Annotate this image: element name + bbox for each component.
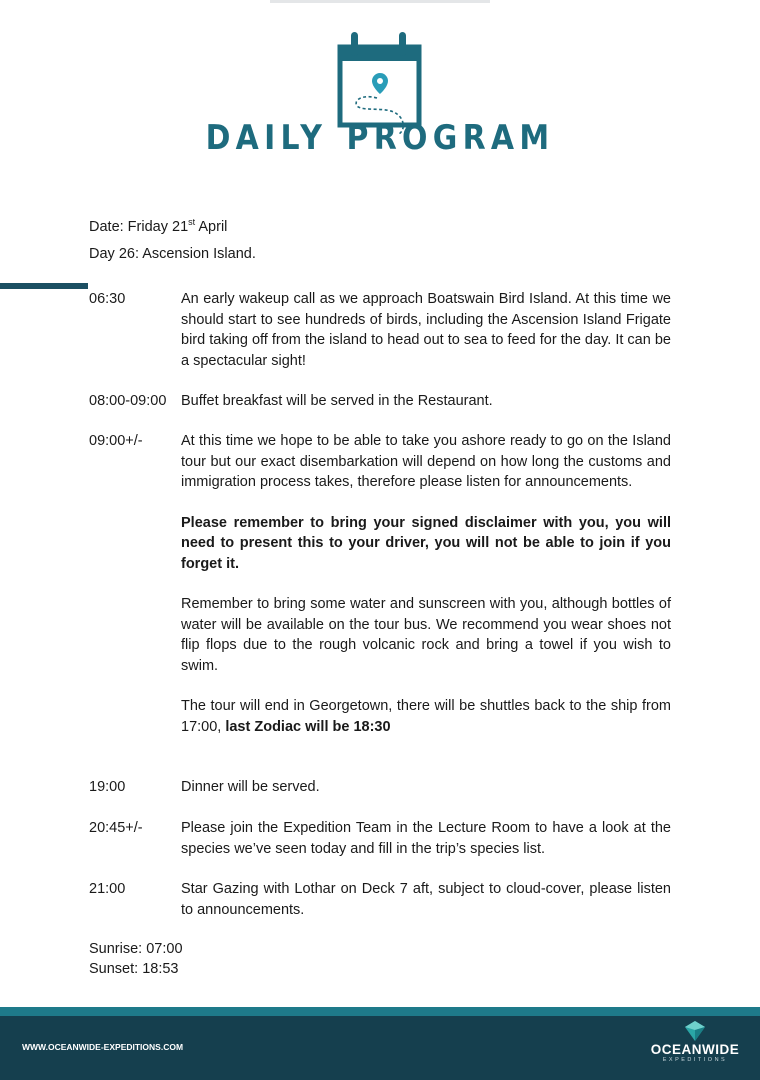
- section-accent-bar: [0, 283, 88, 289]
- entry-time: 19:00: [89, 779, 126, 795]
- oceanwide-logo: [644, 1020, 746, 1063]
- entry-paragraph: Remember to bring some water and sunscreen with you, although bottles of water will be available on the tour bus. We recommend you wear shoes not flip flops due to the rough volcanic rock and bring a towel if you wish to swim.: [181, 596, 671, 674]
- entry-description: Please join the Expedition Team in the Lecture Room to have a look at the species we’ve seen today and fill in the trip’s species list.: [181, 820, 671, 857]
- sunrise-time: Sunrise: 07:00: [89, 941, 183, 957]
- last-zodiac-notice: last Zodiac will be 18:30: [225, 718, 391, 735]
- entry-time: 20:45+/-: [89, 820, 143, 836]
- schedule-entry: [89, 818, 671, 859]
- entry-paragraph: The tour will end in Georgetown, there will be shuttles back to the ship from 17:00, last Zodiac will be 18:30: [181, 698, 671, 735]
- entry-time: 06:30: [89, 291, 126, 307]
- schedule-entry: [89, 289, 671, 371]
- top-tab-decoration: [270, 0, 490, 3]
- schedule-entry: [89, 879, 671, 920]
- entry-description: Star Gazing with Lothar on Deck 7 aft, subject to cloud-cover, please listen to announcements.: [181, 881, 671, 918]
- sunset-time: Sunset: 18:53: [89, 961, 179, 977]
- oceanwide-diamond-logo: [682, 1020, 708, 1042]
- entry-description: [181, 431, 671, 737]
- brand-subtitle: EXPEDITIONS: [662, 1057, 728, 1063]
- entry-time: 09:00+/-: [89, 433, 143, 449]
- entry-time: 21:00: [89, 881, 126, 897]
- entry-description: An early wakeup call as we approach Boatswain Bird Island. At this time we should start to see hundreds of birds, including the Ascension Island Frigate bird taking off from the island to head out to sea to feed for the day. It can be a spectacular sight!: [181, 291, 671, 369]
- page-title: DAILY PROGRAM: [205, 118, 555, 158]
- entry-description: Dinner will be served.: [181, 779, 320, 795]
- schedule-entry: [89, 777, 671, 798]
- date-line: Date: Friday 21st April: [89, 217, 228, 235]
- footer: [0, 1016, 760, 1080]
- schedule-entry: [89, 431, 671, 737]
- footer-stripe: [0, 1007, 760, 1016]
- entry-description: Buffet breakfast will be served in the Restaurant.: [181, 393, 493, 409]
- brand-name: OCEANWIDE: [650, 1042, 740, 1057]
- website-link[interactable]: WWW.OCEANWIDE-EXPEDITIONS.COM: [22, 1042, 184, 1052]
- disclaimer-notice: Please remember to bring your signed disclaimer with you, you will need to present this to your driver, you will not be able to join if you forget it.: [181, 514, 671, 572]
- day-line: Day 26: Ascension Island.: [89, 246, 256, 262]
- entry-time: 08:00-09:00: [89, 393, 167, 409]
- entry-paragraph: At this time we hope to be able to take you ashore ready to go on the Island tour but our exact disembarkation will depend on how long the customs and immigration process takes, therefore please listen for announcements.: [181, 433, 671, 490]
- schedule-entry: [89, 391, 671, 412]
